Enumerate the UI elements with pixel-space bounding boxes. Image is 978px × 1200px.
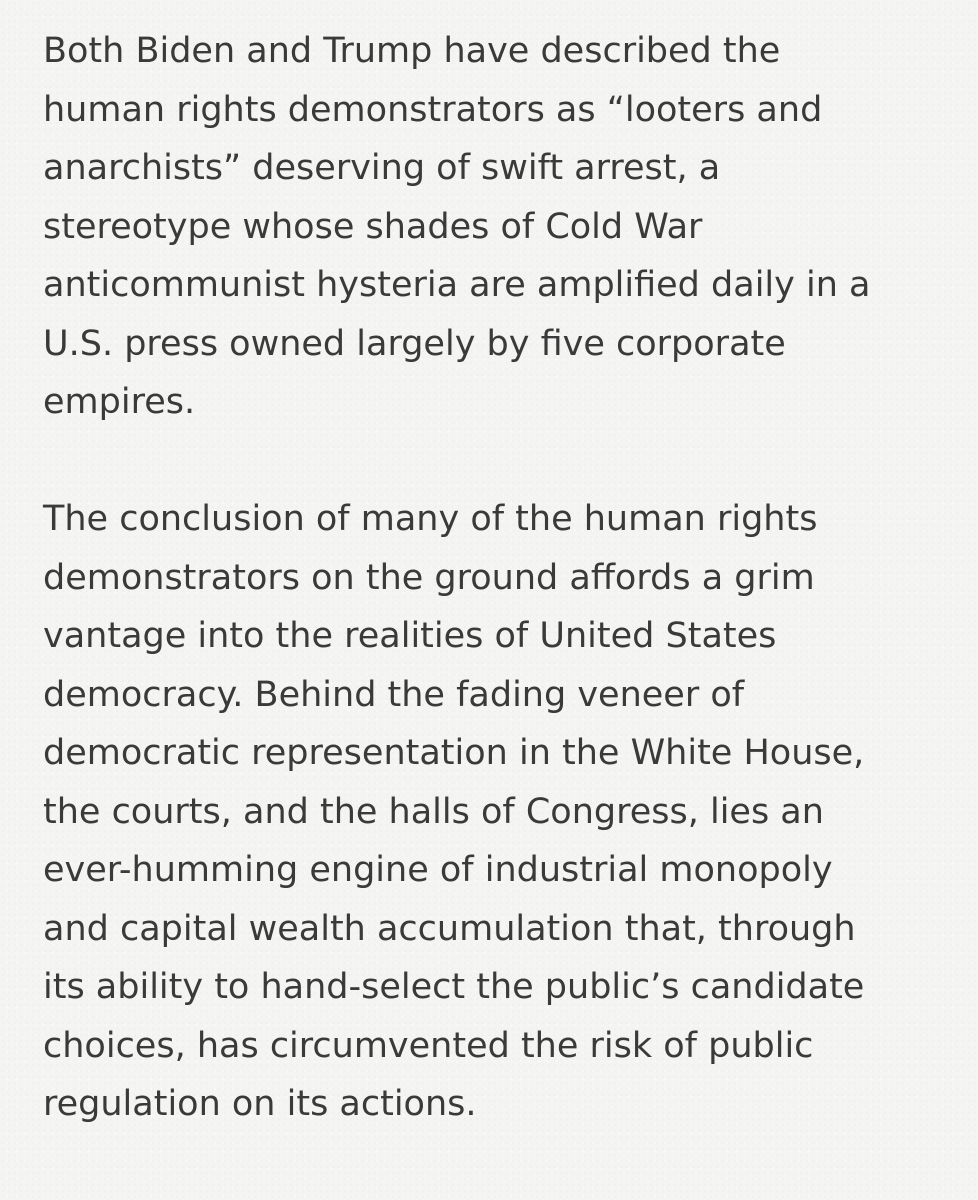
text-line: human rights demonstrators as “looters and	[43, 89, 823, 130]
text-line: anticommunist hysteria are amplified daily in a	[43, 265, 871, 305]
text-line: vantage into the realities of United States	[43, 616, 777, 656]
paragraph-gap	[43, 432, 963, 491]
text-line: and capital wealth accumulation that, through	[43, 908, 856, 949]
text-line: regulation on its actions.	[43, 1084, 477, 1124]
paragraph-2	[43, 490, 963, 1134]
paragraph-1	[43, 22, 963, 432]
note-text-body	[43, 22, 963, 1134]
text-line: democracy. Behind the fading veneer of	[43, 674, 745, 715]
text-line: choices, has circumvented the risk of public	[43, 1025, 814, 1066]
text-line: anarchists” deserving of swift arrest, a	[43, 148, 721, 188]
text-line: its ability to hand-select the public’s candidate	[43, 967, 865, 1007]
text-line: ever-humming engine of industrial monopoly	[43, 850, 833, 890]
text-line: The conclusion of many of the human rights	[43, 499, 818, 539]
text-line: the courts, and the halls of Congress, lies an	[43, 791, 824, 832]
text-line: demonstrators on the ground affords a grim	[43, 557, 815, 598]
text-line: U.S. press owned largely by five corporate	[43, 323, 786, 364]
text-line: Both Biden and Trump have described the	[43, 31, 781, 71]
text-line: empires.	[43, 382, 196, 422]
text-line: democratic representation in the White House,	[43, 733, 865, 773]
text-line: stereotype whose shades of Cold War	[43, 206, 703, 247]
